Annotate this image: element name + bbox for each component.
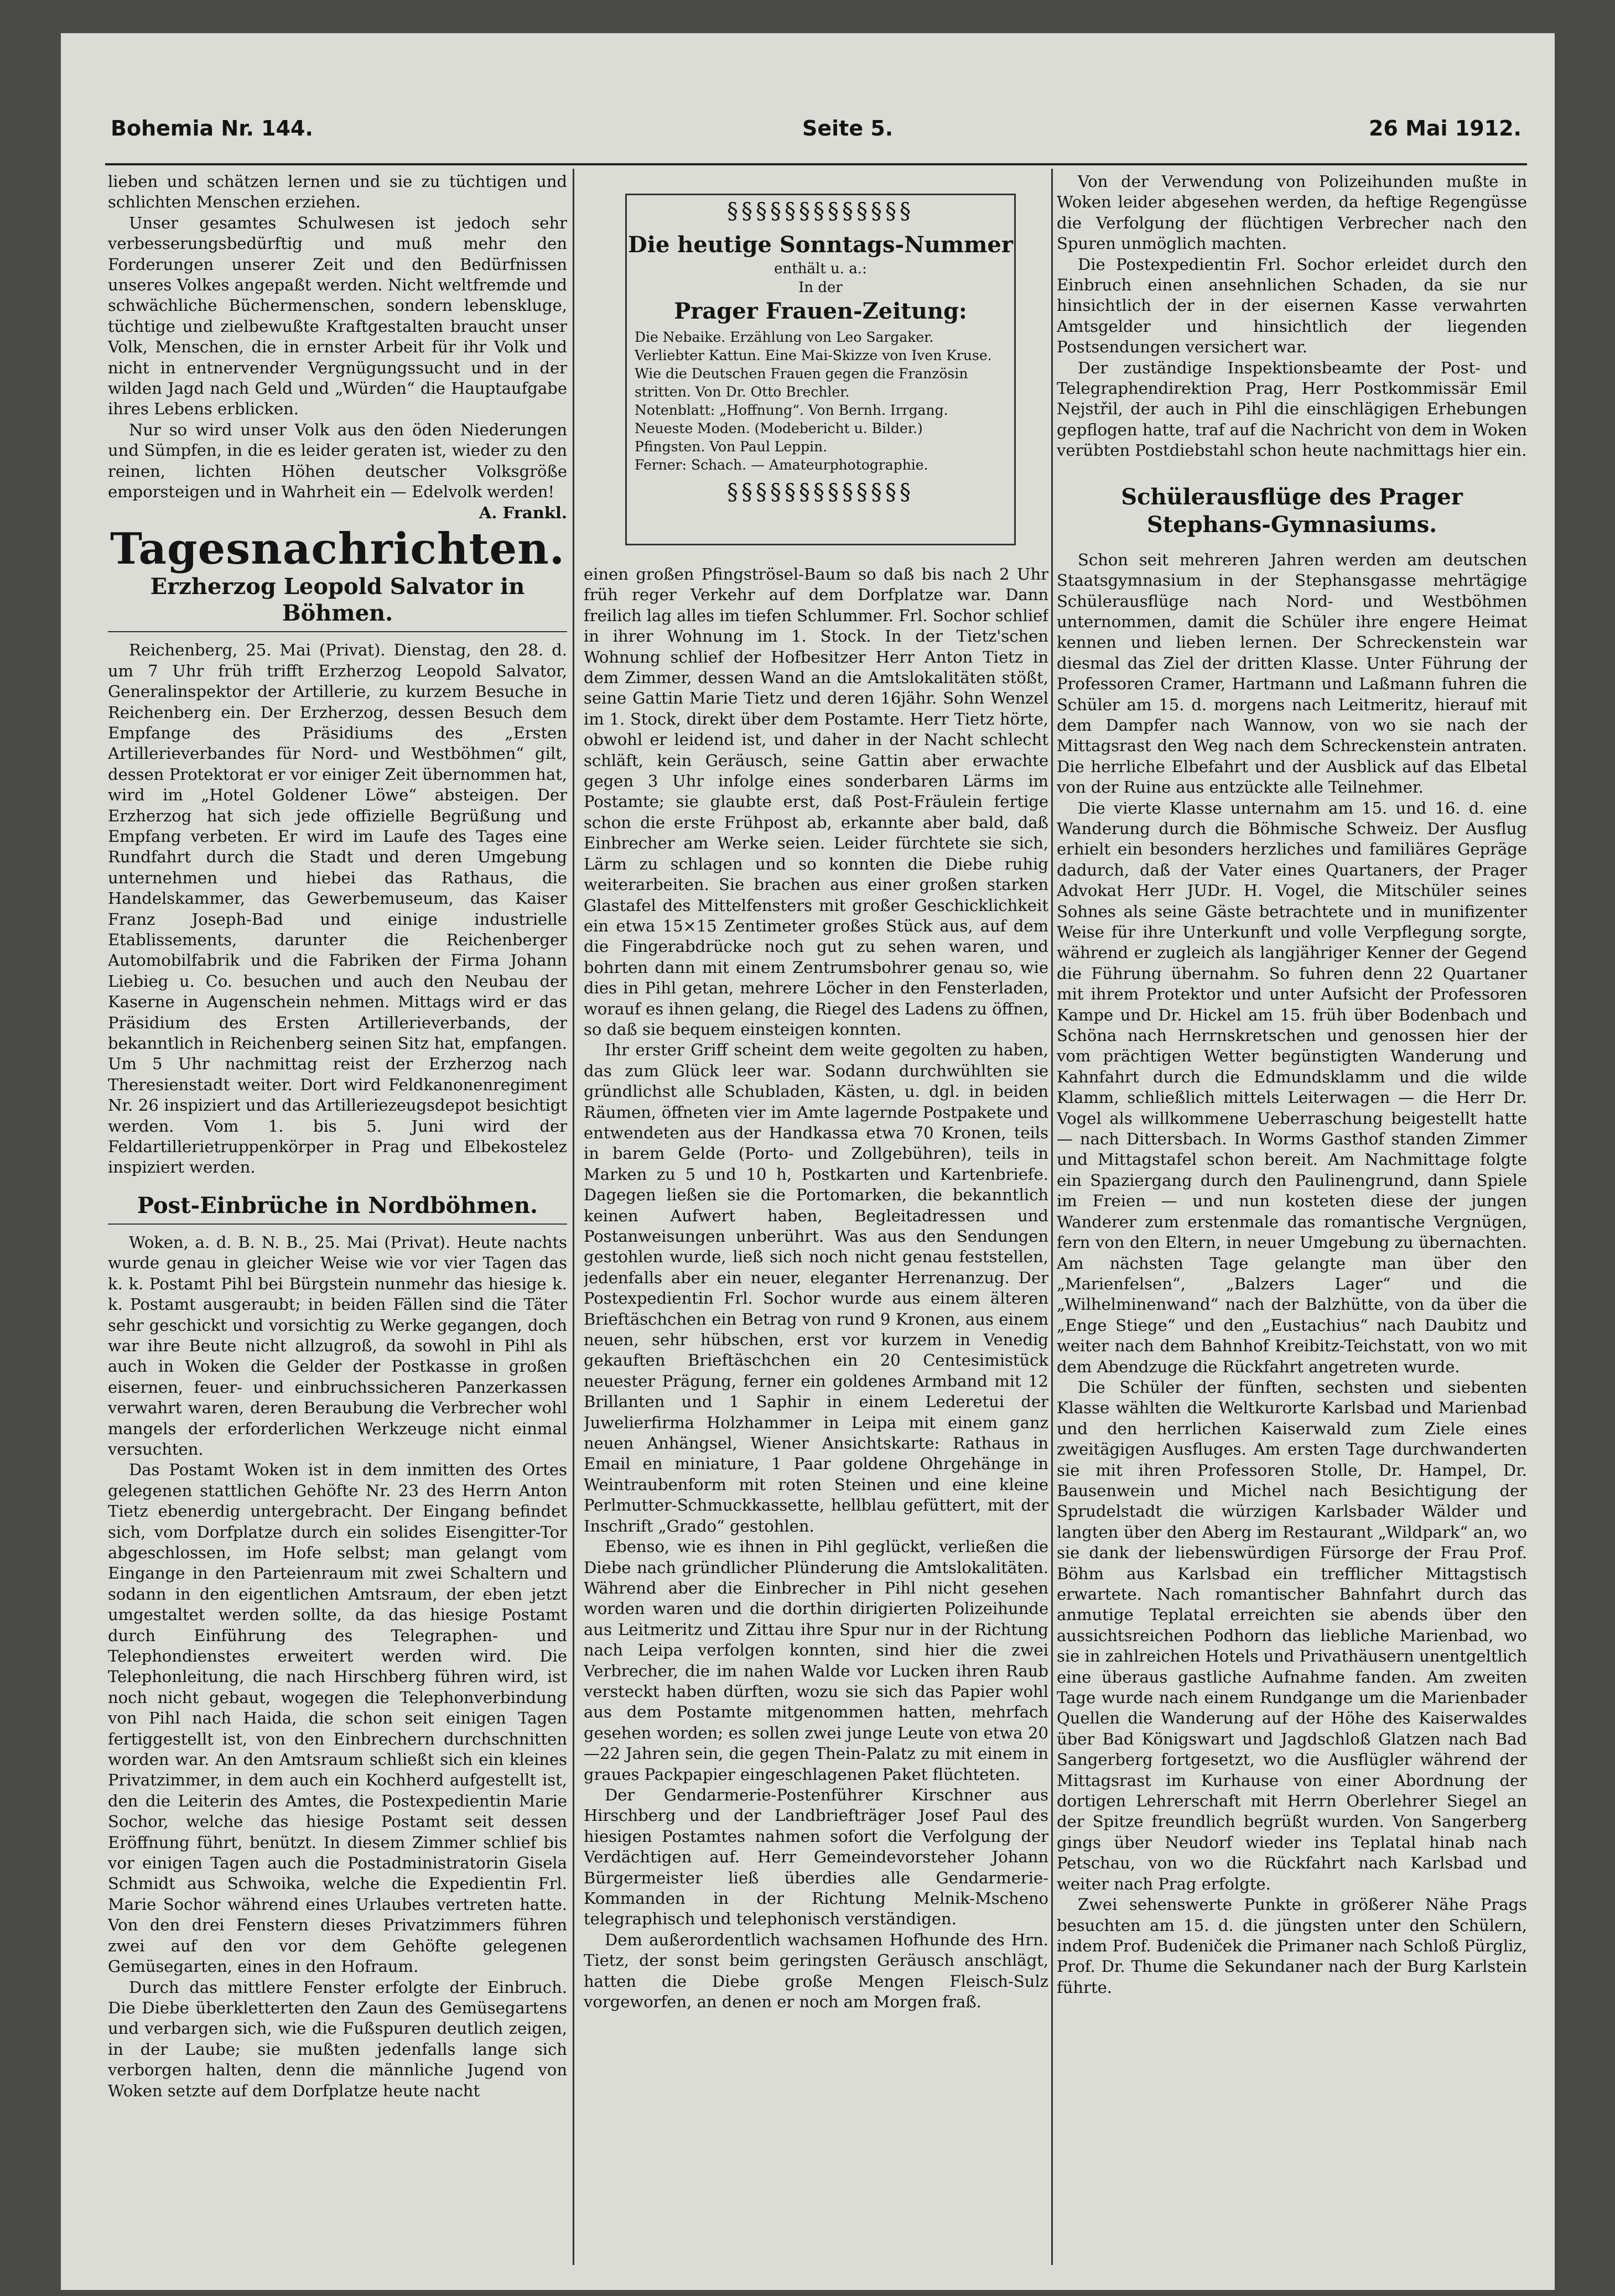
ornament-top: §§§§§§§§§§§§§: [727, 199, 914, 224]
article3-paragraph-1: Schon seit mehreren Jahren werden am deutschen Staatsgymnasium in der Stephansgasse mehrtägige Schülerausflüge nach Nord- und Westböhmen unternommen, damit die Schüler ihre engere Heimat kennen und lieben lernen. Der Schreckenstein war diesmal das Ziel der dritten Klasse. Unter Führung der Professoren Cramer, Hartmann und Laßmann fuhren die Schüler am 15. d. morgens nach Leitmeritz, hierauf mit dem Dampfer nach Wannow, von wo sie nach der Mittagsrast den Weg nach dem Schreckenstein antraten. Die herrliche Elbefahrt und der Ausblick auf das Elbetal von der Ruine aus entzückte alle Teilnehmer.: [1057, 550, 1527, 797]
newspaper-page: [61, 33, 1555, 2290]
article3-title: Schülerausflüge des Prager Stephans-Gymnasiums.: [1121, 483, 1463, 538]
intro-author: A. Frankl.: [479, 503, 567, 522]
article3-paragraph-2: Die vierte Klasse unternahm am 15. und 16. d. eine Wanderung durch die Böhmische Schweiz. Der Ausflug erhielt ein besonders herzliches und familiäres Gepräge dadurch, daß der Vater eines Quartaners, der Prager Advokat Herr JUDr. H. Vogel, die Mitschüler seines Sohnes als seine Gäste betrachtete und in munifizenter Weise für ihre Unterkunft und volle Verpflegung sorgte, während er zugleich als langjähriger Kenner der Gegend die Führung übernahm. So fuhren denn 22 Quartaner mit ihrem Protektor und unter Aufsicht der Professoren Kampe und Dr. Hickel am 15. früh über Bodenbach und Schöna nach Herrnskretschen und genossen hier der vom prächtigen Wetter begünstigten Wanderung und Kahnfahrt durch die Edmundsklamm und die wilde Klamm, schließlich mittels Leiterwagen — die Herr Dr. Vogel als willkommene Ueberraschung beigestellt hatte — nach Dittersbach. In Worms Gasthof standen Zimmer und Mittagstafel schon bereit. Am Nachmittage folgte ein Spaziergang durch den Paulinengrund, dann Spiele im Freien — und nun kosteten diese der jungen Wanderer zum erstenmale das romantische Vergnügen, fern von den Eltern, in neuer Umgebung zu übernachten. Am nächsten Tage gelangte man über den „Marienfelsen“, „Balzers Lager“ und die „Wilhelminenwand“ nach der Balzhütte, von da über die „Enge Stiege“ und den „Eustachius“ nach Daubitz und weiter nach dem Bahnhof Kreibitz-Teichstatt, von wo mit dem Abendzuge die Rückfahrt angetreten wurde.: [1057, 798, 1527, 1376]
article2-title: Post-Einbrüche in Nordböhmen.: [108, 1193, 567, 1225]
article3-paragraph-4: Zwei sehenswerte Punkte in größerer Nähe Prags besuchten am 15. d. die jüngsten unter den Schülern, indem Prof. Budeniček die Primaner nach Schloß Pürgliz, Prof. Dr. Thume die Sekundaner nach der Burg Karlstein führte.: [1057, 1895, 1527, 1997]
box-sub-contains: enthält u. a.:: [774, 261, 867, 277]
col2-paragraph-3: Ebenso, wie es ihnen in Pihl geglückt, verließen die Diebe nach gründlicher Plünderung die Amtslokalitäten. Während aber die Einbrecher in Pihl nicht gesehen worden waren und die dorthin dirigierten Polizeihunde aus Leitmeritz und Zittau ihre Spur nur in der Richtung nach Leipa verfolgen konnten, sind hier die zwei Verbrecher, die im nahen Walde vor Lucken ihren Raub versteckt haben dürften, wozu sie sich das Papier wohl aus dem Postamte mitgenommen hatten, mehrfach gesehen worden; es sollen zwei junge Leute von etwa 20—22 Jahren sein, die gegen Thein-Palatz zu mit einem in graues Packpapier eingeschlagenen Paket flüchteten.: [584, 1537, 1048, 1784]
box-item: Neueste Moden. (Modebericht u. Bilder.): [635, 420, 923, 436]
article2-paragraph-2: Das Postamt Woken ist in dem inmitten des Ortes gelegenen stattlichen Gehöfte Nr. 23 des Herrn Anton Tietz ebenerdig untergebracht. Der Eingang befindet sich, vom Dorfplatze durch ein solides Eisengitter-Tor abgeschlossen, im Hofe selbst; man gelangt vom Eingange in den Parteienraum mit zwei Schaltern und sodann in den eigentlichen Amtsraum, der eben jetzt umgestaltet werden sollte, da das hiesige Postamt durch Einführung des Telegraphen- und Telephondienstes erweitert werden wird. Die Telephonleitung, die nach Hirschberg führen wird, ist noch nicht gebaut, wogegen die Telephonverbindung von Pihl nach Haida, die schon seit einigen Tagen fertiggestellt ist, von den Einbrechern durchschnitten worden war. An den Amtsraum schließt sich ein kleines Privatzimmer, in dem auch ein Kochherd aufgestellt ist, den die Leiterin des Amtes, die Postexpedientin Marie Sochor, welche das hiesige Postamt seit dessen Eröffnung führt, benützt. In diesem Zimmer schlief bis vor einigen Tagen auch die Postadministratorin Gisela Schmidt aus Schwoika, welche die Expedientin Frl. Marie Sochor während eines Urlaubes vertreten hatte. Von den drei Fenstern dieses Privatzimmers führen zwei auf den vor dem Gehöfte gelegenen Gemüsegarten, eines in den Hofraum.: [108, 1460, 567, 1976]
intro-paragraph-1: lieben und schätzen lernen und sie zu tüchtigen und schlichten Menschen erziehen.: [108, 172, 567, 212]
box-item: Wie die Deutschen Frauen gegen die Französin stritten. Von Dr. Otto Brechler.: [635, 366, 968, 400]
col3-paragraph-2: Die Postexpedientin Frl. Sochor erleidet durch den Einbruch einen ansehnlichen Schaden, da sie nur hinsichtlich der in der eisernen Kasse verwahrten Amtsgelder und hinsichtlich der liegenden Postsendungen versichert war.: [1057, 254, 1527, 357]
article2-paragraph-1: Woken, a. d. B. N. B., 25. Mai (Privat). Heute nachts wurde genau in gleicher Weise wie vor vier Tagen das k. k. Postamt Pihl bei Bürgstein nunmehr das hiesige k. k. Postamt ausgeraubt; in beiden Fällen sind die Täter sehr geschickt und vorsichtig zu Werke gegangen, doch war ihre Beute nicht allzugroß, da sowohl in Pihl als auch in Woken die Gelder der Postkasse in großen eisernen, feuer- und einbruchssicheren Panzerkassen verwahrt waren, deren Beraubung die Verbrecher wohl mangels der erforderlichen Werkzeuge nicht einmal versuchten.: [108, 1232, 567, 1459]
col3-paragraph-1: Von der Verwendung von Polizeihunden mußte in Woken leider abgesehen werden, da heftige Regengüsse die Verfolgung der flüchtigen Verbrecher nach den Spuren unmöglich machten.: [1057, 172, 1527, 253]
ornament-bottom: §§§§§§§§§§§§§: [727, 480, 914, 505]
box-title: Die heutige Sonntags-Nummer: [628, 232, 1013, 258]
masthead: [111, 111, 1521, 155]
col3-paragraph-3: Der zuständige Inspektionsbeamte der Post- und Telegraphendirektion Prag, Herr Postkommissär Emil Nejstřil, der auch in Pihl die einschlägigen Erhebungen gepflogen hatte, traf auf die Nachricht von dem in Woken verübten Postdiebstahl schon heute nachmittags hier ein.: [1057, 358, 1527, 460]
column-divider-1: [573, 169, 574, 2265]
intro-paragraph-3: Nur so wird unser Volk aus den öden Niederungen und Sümpfen, in die es leider geraten ist, wieder zu den reinen, lichten Höhen deutscher Volksgröße emporsteigen und in Wahrheit ein — Edelvolk werden!: [108, 420, 567, 502]
box-item: Ferner: Schach. — Amateurphotographie.: [635, 457, 928, 473]
article2-paragraph-3: Durch das mittlere Fenster erfolgte der Einbruch. Die Diebe überkletterten den Zaun des Gemüsegartens und verbargen sich, wie die Fußspuren deutlich zeigen, in der Laube; sie mußten jedenfalls lange sich verborgen halten, denn die männliche Jugend von Woken setzte auf dem Dorfplatze heute nacht: [108, 1977, 567, 2100]
column-1: [108, 171, 567, 2262]
intro-paragraph-2: Unser gesamtes Schulwesen ist jedoch sehr verbesserungsbedürftig und muß mehr den Forderungen unserer Zeit und den Bedürfnissen unseres Volkes angepaßt werden. Nicht weltfremde und schwächliche Büchermenschen, sondern lebenskluge, tüchtige und zielbewußte Kraftgestalten braucht unser Volk, Menschen, die in ernster Arbeit für ihr Volk und nicht in entnervender Vergnügungssucht und in der wilden Jagd nach Geld und „Würden“ die Hauptaufgabe ihres Lebens erblicken.: [108, 213, 567, 419]
header-rule: [105, 163, 1527, 165]
box-item: Notenblatt: „Hoffnung“. Von Bernh. Irrgang.: [635, 402, 948, 418]
box-title-2: Prager Frauen-Zeitung:: [674, 298, 967, 324]
box-item: Verliebter Kattun. Eine Mai-Skizze von Iven Kruse.: [635, 347, 992, 363]
sunday-issue-box: [625, 194, 1016, 545]
col2-paragraph-1: einen großen Pfingströsel-Baum so daß bis nach 2 Uhr früh reger Verkehr auf dem Dorfplatze war. Dann freilich lag alles im tiefen Schlummer. Frl. Sochor schlief in ihrer Wohnung im 1. Stock. In der Tietz'schen Wohnung schlief der Hofbesitzer Herr Anton Tietz in dem Zimmer, dessen Wand an die Amtslokalitäten stößt, seine Gattin Marie Tietz und deren 16jähr. Sohn Wenzel im 1. Stock, direkt über dem Postamte. Herr Tietz hörte, obwohl er leidend ist, und daher in der Nacht schlecht schläft, kein Geräusch, seine Gattin aber erwachte gegen 3 Uhr infolge eines sonderbaren Lärms im Postamte; sie glaubte erst, daß Post-Fräulein fertige schon die erste Frühpost ab, erkannte aber bald, daß Einbrecher am Werke seien. Leider fürchtete sie sich, Lärm zu schlagen und so konnten die Diebe ruhig weiterarbeiten. Sie brachen aus einer großen starken Glastafel des Mittelfensters mit großer Geschicklichkeit ein etwa 15×15 Zentimeter großes Stück aus, auf dem die Fingerabdrücke noch gut zu sehen waren, und bohrten dann mit einem Zentrumsbohrer genau so, wie dies in Pihl getan, mehrere Löcher in den Fensterladen, worauf es ihnen gelang, die Riegel des Ladens zu öffnen, so daß sie bequem einsteigen konnten.: [584, 565, 1048, 1039]
box-sub-in: In der: [798, 279, 843, 296]
column-3: [1057, 171, 1527, 2262]
col2-paragraph-5: Dem außerordentlich wachsamen Hofhunde des Hrn. Tietz, der sonst beim geringsten Geräusch anschlägt, hatten die Diebe große Mengen Fleisch-Sulz vorgeworfen, an denen er noch am Morgen fraß.: [584, 1930, 1048, 2012]
article3-paragraph-3: Die Schüler der fünften, sechsten und siebenten Klasse wählten die Weltkurorte Karlsbad und Marienbad und den herrlichen Kaiserwald zum Ziele eines zweitägigen Ausfluges. Am ersten Tage durchwanderten sie mit ihren Professoren Stolle, Dr. Hampel, Dr. Bausenwein und Michel nach Besichtigung der Sprudelstadt die würzigen Karlsbader Wälder und langten über den Aberg im Restaurant „Wildpark“ an, wo sie dank der liebenswürdigen Fürsorge der Frau Prof. Böhm aus Karlsbad ein trefflicher Mittagstisch erwartete. Nach romantischer Bahnfahrt durch das anmutige Teplatal erreichten sie abends über den aussichtsreichen Podhorn das liebliche Marienbad, wo sie in zahlreichen Hotels und Privathäusern unentgeltlich eine überaus gastliche Aufnahme fanden. Am zweiten Tage wurde nach einem Rundgange um die Marienbader Quellen die Wanderung auf der Höhe des Kaiserwaldes über Bad Königswart und Jagdschloß Glatzen nach Bad Sangerberg fortgesetzt, wo die Ausflügler während der Mittagsrast im Kurhause von einer Abordnung der dortigen Lehrerschaft mit Herrn Oberlehrer Siegel an der Spitze freundlich begrüßt wurden. Von Sangerberg gings über Neudorf wieder ins Teplatal hinab nach Petschau, von wo die Rückfahrt nach Karlsbad und weiter nach Prag erfolgte.: [1057, 1377, 1527, 1893]
col2-paragraph-2: Ihr erster Griff scheint dem weite gegolten zu haben, das zum Glück leer war. Sodann durchwühlten sie gründlichst alle Schubladen, Kästen, u. dgl. in beiden Räumen, öffneten vier im Amte lagernde Postpakete und entwendeten aus der Handkassa etwa 70 Kronen, teils in barem Gelde (Porto- und Zollgebühren), teils in Marken zu 5 und 10 h, Postkarten und Kartenbriefe. Dagegen ließen sie die Portomarken, die bekanntlich keinen Aufwert haben, Begleitadressen und Postanweisungen unberührt. Was aus den Sendungen gestohlen wurde, ließ sich noch nicht genau feststellen, jedenfalls aber ein neuer, eleganter Herrenanzug. Der Postexpedientin Frl. Sochor wurde aus einem älteren Brieftäschchen ein Betrag von rund 9 Kronen, aus einem neuen, sehr hübschen, erst vor kurzem in Venedig gekauften Brieftäschchen ein 20 Centesimistück neuester Prägung, ferner ein goldenes Armband mit 12 Brillanten und 1 Saphir in einem Lederetui der Juwelierfirma Holzhammer in Leipa mit einem ganz neuen Anhängsel, Wiener Ansichtskarte: Rathaus in Email en miniature, 1 Paar goldene Ohrgehänge in Weintraubenform mit roten Steinen und eine kleine Perlmutter-Schmuckkassette, hellblau gefüttert, mit der Inschrift „Grado“ gestohlen.: [584, 1040, 1048, 1535]
box-item-list: [627, 326, 1014, 476]
masthead-date: 26 Mai 1912.: [1368, 116, 1521, 140]
column-2: [584, 564, 1048, 2262]
article1-title: Erzherzog Leopold Salvator in Böhmen.: [108, 574, 567, 632]
box-item: Die Nebaike. Erzählung von Leo Sargaker.: [635, 329, 934, 345]
column-divider-2: [1051, 169, 1053, 2265]
article1-paragraph-1: Reichenberg, 25. Mai (Privat). Dienstag, den 28. d. um 7 Uhr früh trifft Erzherzog Leopold Salvator, Generalinspektor der Artillerie, zu kurzem Besuche in Reichenberg ein. Der Erzherzog, dessen Besuch dem Empfange des Präsidiums des „Ersten Artillerieverbandes für Nord- und Westböhmen“ gilt, dessen Protektorat er vor einiger Zeit übernommen hat, wird im „Hotel Goldener Löwe“ absteigen. Der Erzherzog hat sich jede offizielle Begrüßung und Empfang verbeten. Er wird im Laufe des Tages eine Rundfahrt durch die Stadt und deren Umgebung unternehmen und hiebei das Rathaus, die Handelskammer, das Gewerbemuseum, das Kaiser Franz Joseph-Bad und einige industrielle Etablissements, darunter die Reichenberger Automobilfabrik und die Fabriken der Firma Johann Liebieg u. Co. besuchen und auch den Neubau der Kaserne in Augenschein nehmen. Mittags wird er das Präsidium des Ersten Artillerieverbands, der bekanntlich in Reichenberg seinen Sitz hat, empfangen. Um 5 Uhr nachmittag reist der Erzherzog nach Theresienstadt weiter. Dort wird Feldkanonenregiment Nr. 26 inspiziert und das Artilleriezeugsdepot besichtigt werden. Vom 1. bis 5. Juni wird der Feldartillerietruppenkörper in Prag und Elbekostelez inspiziert werden.: [108, 641, 567, 1177]
box-item: Pfingsten. Von Paul Leppin.: [635, 439, 828, 455]
masthead-page-number: Seite 5.: [802, 116, 894, 140]
section-title: Tagesnachrichten.: [110, 523, 565, 574]
masthead-paper-name: Bohemia Nr. 144.: [111, 116, 313, 140]
col2-paragraph-4: Der Gendarmerie-Postenführer Kirschner aus Hirschberg und der Landbriefträger Josef Paul des hiesigen Postamtes nahmen sofort die Verfolgung der Verdächtigen auf. Herr Gemeindevorsteher Johann Bürgermeister ließ überdies alle Gendarmerie-Kommanden in der Richtung Melnik-Mscheno telegraphisch und telephonisch verständigen.: [584, 1785, 1048, 1929]
